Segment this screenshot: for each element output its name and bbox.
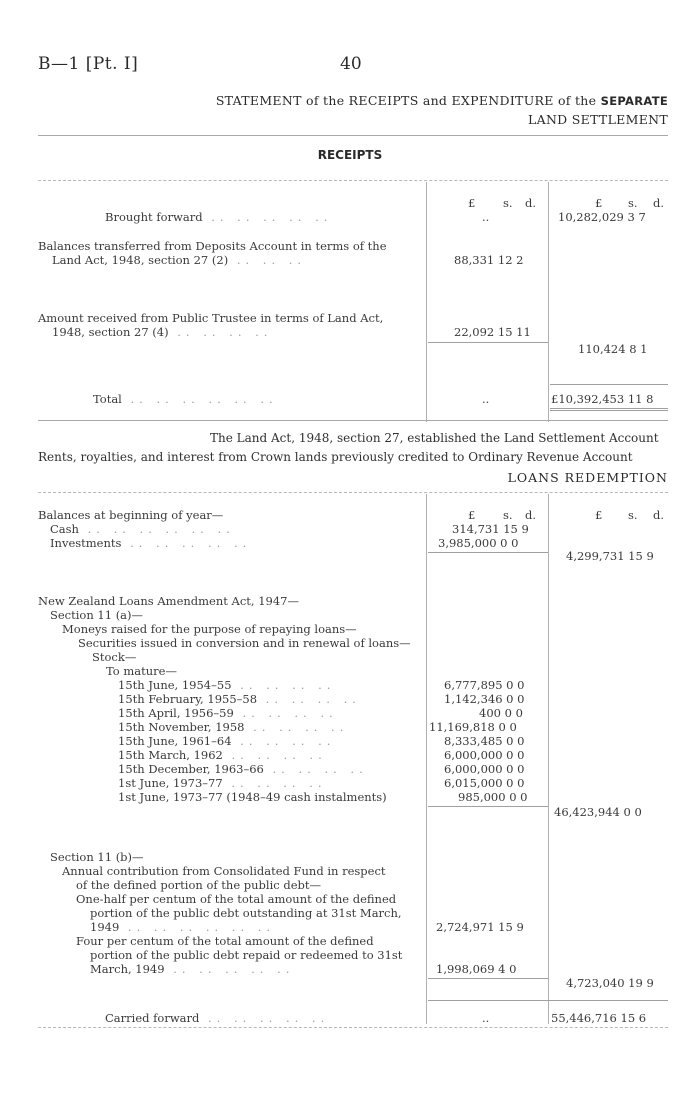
- maturity-label: 15th November, 1958 .. .. .. ..: [118, 720, 349, 734]
- loans-rule: [38, 492, 668, 493]
- col-shilling: s.: [503, 196, 513, 210]
- loans-redemption-heading: LOANS REDEMPTION: [507, 470, 668, 485]
- four-per-cent-label: Four per centum of the total amount of the defined: [76, 934, 374, 948]
- column-divider: [548, 494, 549, 1024]
- subtotal-rule: [428, 342, 548, 343]
- maturity-amount: 6,777,895 0 0: [444, 678, 525, 692]
- stock-label: Stock—: [92, 650, 137, 664]
- col-shilling: s.: [628, 508, 638, 522]
- subtotal-rule: [428, 552, 548, 553]
- one-half-label: 1949 .. .. .. .. .. ..: [90, 920, 276, 934]
- carried-forward-amount: 55,446,716 15 6: [551, 1011, 647, 1025]
- maturity-amount: 6,000,000 0 0: [444, 762, 525, 776]
- col-pence: d.: [525, 508, 537, 522]
- column-divider: [426, 182, 427, 422]
- title-text: STATEMENT of the RECEIPTS and EXPENDITURE of the: [215, 93, 601, 108]
- statement-title: [216, 93, 668, 108]
- investments-amount: 3,985,000 0 0: [438, 536, 519, 550]
- col-pound: £: [468, 196, 476, 210]
- page-reference: B—1 [Pt. I]: [38, 54, 139, 74]
- cash-label: Cash .. .. .. .. .. ..: [50, 522, 235, 536]
- col-pound: £: [595, 196, 603, 210]
- column-divider: [548, 182, 549, 422]
- column-divider: [426, 494, 427, 1024]
- brought-forward-amount: 10,282,029 3 7: [558, 210, 646, 224]
- total-double-rule: [550, 408, 668, 409]
- maturity-amount: 8,333,485 0 0: [444, 734, 525, 748]
- maturity-amount: 11,169,818 0 0: [429, 720, 517, 734]
- balances-transferred-label: Land Act, 1948, section 27 (2) .. .. ..: [52, 253, 307, 267]
- securities-label: Securities issued in conversion and in renewal of loans—: [78, 636, 411, 650]
- carried-forward-label: Carried forward .. .. .. .. ..: [105, 1011, 330, 1025]
- one-half-amount: 2,724,971 15 9: [436, 920, 524, 934]
- public-trustee-label: 1948, section 27 (4) .. .. .. ..: [52, 325, 273, 339]
- maturity-label: 1st June, 1973–77 (1948–49 cash instalments): [118, 790, 387, 804]
- maturity-amount: 985,000 0 0: [458, 790, 528, 804]
- balances-subtotal: 4,299,731 15 9: [566, 549, 654, 563]
- subtotal-rule: [428, 978, 548, 979]
- maturity-label: 15th April, 1956–59 .. .. .. ..: [118, 706, 338, 720]
- carried-forward-inner: ..: [482, 1011, 490, 1025]
- maturity-label: 15th June, 1961–64 .. .. .. ..: [118, 734, 336, 748]
- maturity-label: 15th March, 1962 .. .. .. ..: [118, 748, 327, 762]
- section-11b-subtotal: 4,723,040 19 9: [566, 976, 654, 990]
- col-shilling: s.: [503, 508, 513, 522]
- total-inner: ..: [482, 392, 490, 406]
- annual-contribution-label: Annual contribution from Consolidated Fund in respect: [62, 864, 386, 878]
- public-trustee-label: Amount received from Public Trustee in terms of Land Act,: [38, 311, 384, 325]
- four-per-cent-label: portion of the public debt repaid or redeemed to 31st: [90, 948, 403, 962]
- cash-amount: 314,731 15 9: [452, 522, 529, 536]
- col-pence: d.: [525, 196, 537, 210]
- maturity-amount: 400 0 0: [479, 706, 523, 720]
- public-trustee-amount: 22,092 15 11: [454, 325, 531, 339]
- section-rule: [38, 420, 668, 421]
- maturity-label: 15th June, 1954–55 .. .. .. ..: [118, 678, 336, 692]
- four-per-cent-label: March, 1949 .. .. .. .. ..: [90, 962, 295, 976]
- balances-transferred-label: Balances transferred from Deposits Account in terms of the: [38, 239, 387, 253]
- brought-forward-inner: ..: [482, 210, 490, 224]
- total-rule: [550, 384, 668, 385]
- section-11b-label: Section 11 (b)—: [50, 850, 144, 864]
- moneys-raised-label: Moneys raised for the purpose of repaying loans—: [62, 622, 357, 636]
- to-mature-label: To mature—: [106, 664, 177, 678]
- header-rule: [38, 135, 668, 136]
- maturity-label: 15th December, 1963–66 .. .. .. ..: [118, 762, 368, 776]
- receipts-heading: RECEIPTS: [317, 148, 383, 162]
- col-pound: £: [468, 508, 476, 522]
- nz-act-label: New Zealand Loans Amendment Act, 1947—: [38, 594, 299, 608]
- statement-subtitle: LAND SETTLEMENT: [528, 112, 668, 127]
- one-half-label: portion of the public debt outstanding at 31st March,: [90, 906, 402, 920]
- page-number: 40: [340, 54, 362, 74]
- one-half-label: One-half per centum of the total amount of the defined: [76, 892, 397, 906]
- note-line: Rents, royalties, and interest from Crown lands previously credited to Ordinary Revenue Account: [38, 450, 633, 464]
- receipts-total: £10,392,453 11 8: [551, 392, 654, 406]
- four-per-cent-amount: 1,998,069 4 0: [436, 962, 517, 976]
- total-double-rule: [550, 410, 668, 411]
- annual-contribution-label: of the defined portion of the public debt—: [76, 878, 322, 892]
- brought-forward-label: Brought forward .. .. .. .. ..: [105, 210, 333, 224]
- total-label: Total .. .. .. .. .. ..: [93, 392, 278, 406]
- note-line: The Land Act, 1948, section 27, established the Land Settlement Account: [210, 431, 659, 445]
- bottom-rule: [38, 1027, 668, 1028]
- maturity-label: 1st June, 1973–77 .. .. .. ..: [118, 776, 327, 790]
- carried-rule: [428, 1000, 668, 1001]
- title-bold: SEPARATE: [600, 94, 668, 108]
- col-pence: d.: [653, 196, 665, 210]
- col-pence: d.: [653, 508, 665, 522]
- balances-transferred-amount: 88,331 12 2: [454, 253, 524, 267]
- maturity-amount: 1,142,346 0 0: [444, 692, 525, 706]
- subtotal-rule: [428, 806, 548, 807]
- col-shilling: s.: [628, 196, 638, 210]
- maturity-amount: 6,000,000 0 0: [444, 748, 525, 762]
- receipts-subtotal: 110,424 8 1: [578, 342, 648, 356]
- balances-beginning-label: Balances at beginning of year—: [38, 508, 224, 522]
- maturities-subtotal: 46,423,944 0 0: [554, 805, 642, 819]
- receipts-rule: [38, 180, 668, 181]
- maturity-amount: 6,015,000 0 0: [444, 776, 525, 790]
- investments-label: Investments .. .. .. .. ..: [50, 536, 252, 550]
- maturity-label: 15th February, 1955–58 .. .. .. ..: [118, 692, 361, 706]
- section-11a-label: Section 11 (a)—: [50, 608, 144, 622]
- col-pound: £: [595, 508, 603, 522]
